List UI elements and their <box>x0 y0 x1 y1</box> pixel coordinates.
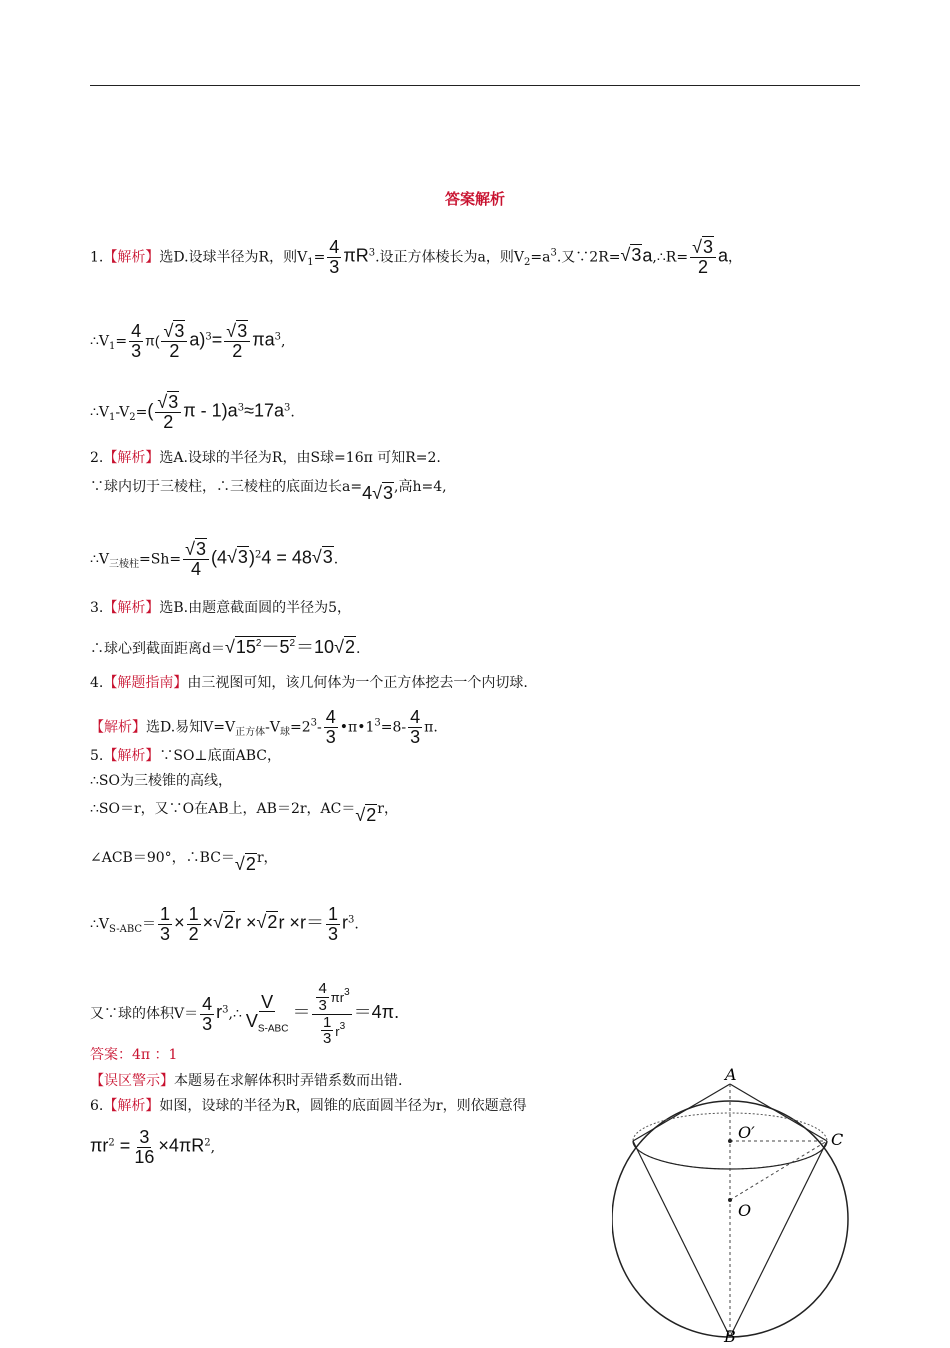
point-O <box>728 1198 732 1202</box>
q6-line1: 6.【解析】如图，设球的半径为R，圆锥的底面圆半径为r，则依题意得 <box>90 1098 527 1114</box>
q4-line1: 4.【解题指南】由三视图可知，该几何体为一个正方体挖去一个内切球. <box>90 675 528 691</box>
cone-edge-left <box>633 1141 730 1337</box>
cap-edge-left <box>633 1084 730 1141</box>
q1-line3: $\therefore V_1-V_2=$( $\frac{√3}{2}$ $\pi - 1)a^3\approx 17a^3$. <box>90 392 295 432</box>
q5-answer: 答案：4π ：1 <box>90 1047 178 1063</box>
q4-line2: 【解析】选D.易知$V=V_{正方体}-V_球=2^3-$ $\frac{4}{3}$ $•\pi•1^3=8-$ $\frac{4}{3}$ π. <box>90 707 438 747</box>
header-rule <box>90 85 860 86</box>
sphere-cone-figure <box>612 1063 858 1344</box>
q5-line2: ∴SO为三棱锥的高线， <box>90 773 232 789</box>
sphere-cone-diagram <box>612 1063 858 1344</box>
point-O-prime <box>728 1139 732 1143</box>
label-A: A <box>725 1065 737 1084</box>
page-title: 答案解析 <box>444 190 505 208</box>
q2-line3: $\therefore V_{三棱柱}=Sh=$ $\frac{√3}{4}$ $(4√3)^24 = 48√3$. <box>90 539 339 579</box>
label-C: C <box>831 1130 844 1149</box>
q6-line2: $\pi r^2$ = $\frac{3}{16}$ $\times 4\pi R^2$, <box>90 1127 216 1167</box>
label-O: O <box>738 1201 752 1220</box>
label-O-prime: O′ <box>738 1123 755 1142</box>
q1-line2: $\therefore V_1=$ $\frac{4}{3}$ π( $\frac{√3}{2}$ a)$^3$= $\frac{√3}{2}$ $\pi a^3$, <box>90 321 286 361</box>
q5-line5: $\therefore V_{S-ABC}=$ $\frac{1}{3}$ × $\frac{1}{2}$ ×√2r ×√2r ×r＝ $\frac{1}{3}$ $r^3$. <box>90 904 359 944</box>
q5-line3: ∴SO＝r，又∵O在AB上，AB＝2r，AC＝√2r， <box>90 801 398 825</box>
q3-line2: ∴球心到截面距离$d=√15^2-5^2=10√2$. <box>90 637 361 657</box>
q5-line4: ∠ACB＝90°，∴BC＝√2r， <box>90 850 278 874</box>
q5-line6: 又∵球的体积V＝ $\frac{4}{3}$ $r^3,\therefore$ $\frac{V}{V_{S-ABC}}$ ＝ $\frac{4}{3}$ $\pi r^3$ $\frac{1}{3}$ $r^3$ ＝4π. <box>90 980 400 1048</box>
q1-line1: 1.【解析】选D.设球半径为R，则$V_1=$ $\frac{4}{3}$ $\pi R^3$.设正方体棱长为a，则$V_2=a^3$.又∵2R=√3a,∴R= $\frac{√3}{2}$ a， <box>90 237 742 277</box>
q2-line2: ∵球内切于三棱柱，∴三棱柱的底面边长a=4√3,高h=4, <box>90 479 447 503</box>
label-B: B <box>724 1327 736 1344</box>
q3-line1: 3.【解析】选B.由题意截面圆的半径为5， <box>90 600 352 616</box>
q2-line1: 2.【解析】选A.设球的半径为R，由S球=16π 可知R=2. <box>90 450 441 466</box>
q5-warning: 【误区警示】本题易在求解体积时弄错系数而出错. <box>90 1073 403 1089</box>
q5-line1: 5.【解析】∵SO⊥底面ABC， <box>90 748 281 764</box>
